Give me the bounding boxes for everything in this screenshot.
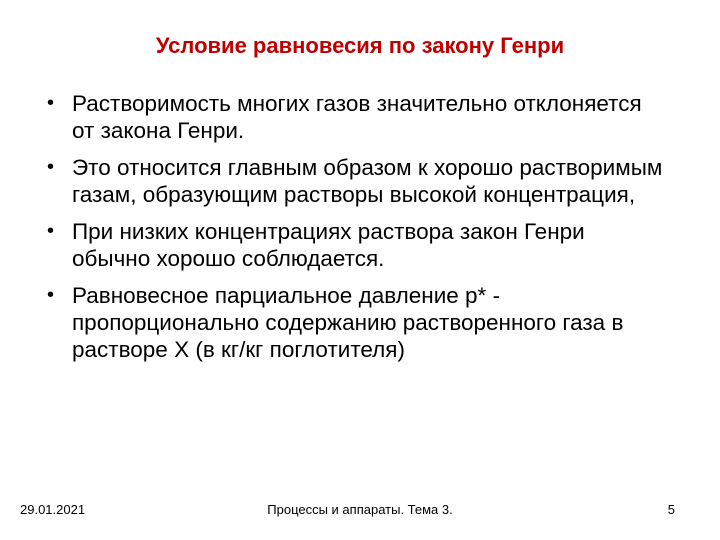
bullet-list xyxy=(47,90,667,373)
bullet-text: При низких концентрациях раствора закон Генри обычно хорошо соблюдается. xyxy=(72,219,585,271)
bullet-item-1 xyxy=(47,90,667,144)
bullet-icon: • xyxy=(47,284,55,306)
page-number: 5 xyxy=(667,502,675,517)
footer-date: 29.01.2021 xyxy=(20,502,86,517)
bullet-text: Это относится главным образом к хорошо растворимым газам, образующим растворы высокой концентрация, xyxy=(72,155,663,207)
footer-title: Процессы и аппараты. Тема 3. xyxy=(267,502,453,517)
bullet-item-3 xyxy=(47,218,667,272)
bullet-text: Растворимость многих газов значительно отклоняется от закона Генри. xyxy=(72,91,642,143)
bullet-text: Равновесное парциальное давление p* - пропорционально содержанию растворенного газа в растворе X (в кг/кг поглотителя) xyxy=(72,283,624,362)
bullet-item-4 xyxy=(47,282,667,363)
bullet-icon: • xyxy=(47,220,55,242)
bullet-item-2 xyxy=(47,154,667,208)
slide-title: Условие равновесия по закону Генри xyxy=(155,33,565,58)
bullet-icon: • xyxy=(47,156,55,178)
bullet-icon: • xyxy=(47,92,55,114)
